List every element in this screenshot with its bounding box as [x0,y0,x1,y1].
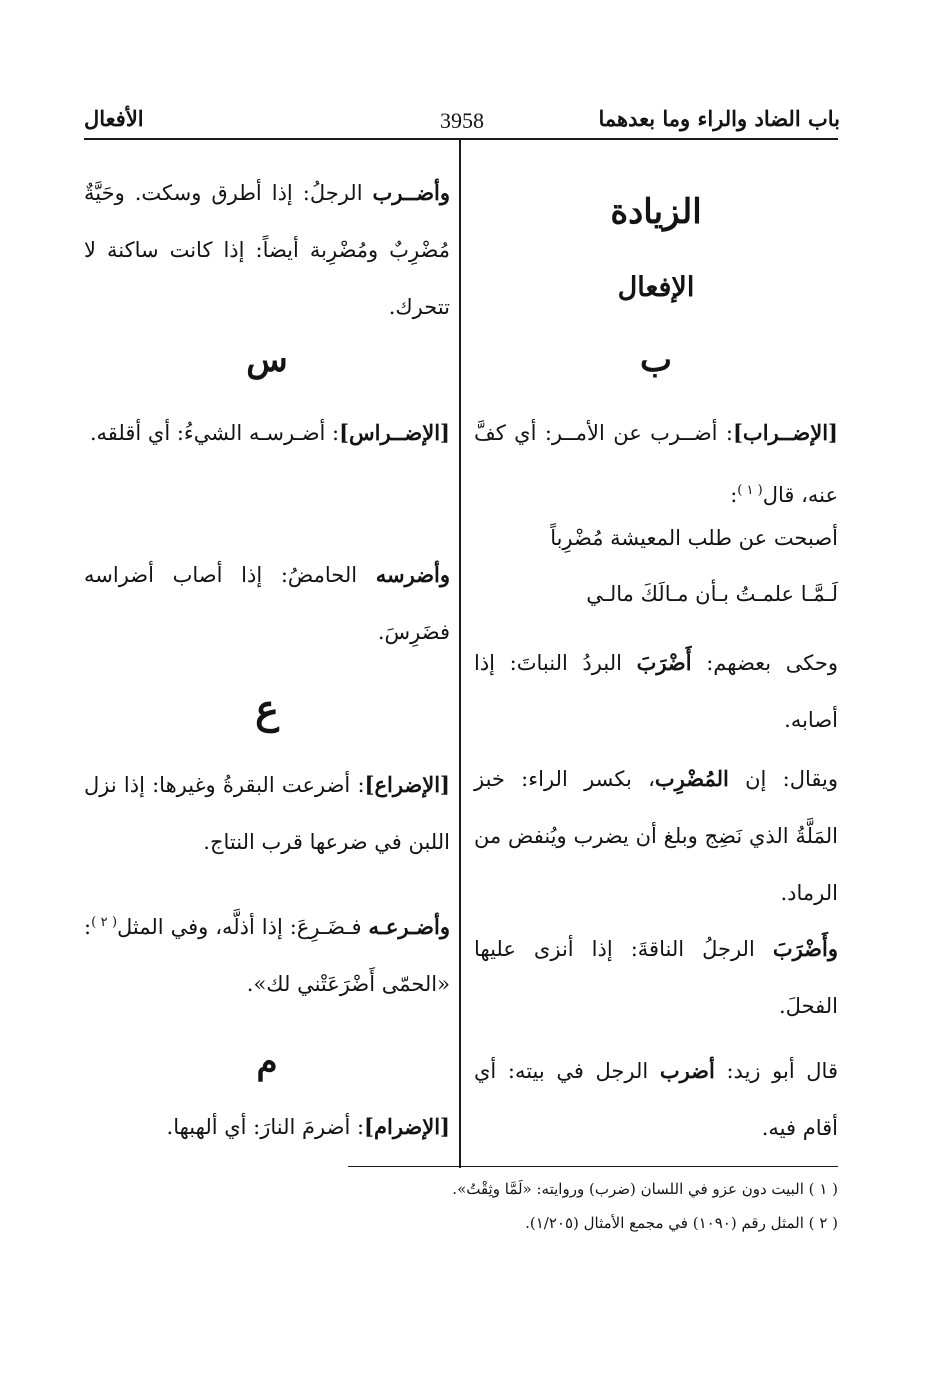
running-header-chapter: باب الضاد والراء وما بعدهما [598,106,840,131]
entry-text: : أضــرب عن الأمــر: أي كفَّ عنه، قال [474,421,838,507]
footnote-ref: ( ١ ) [737,483,763,498]
entry-idra [84,756,450,871]
letter-heading-sin: س [246,340,288,380]
entry-text-end: : [730,483,738,507]
entry-adraahu [84,894,450,1013]
entry-mudrib [474,750,838,922]
entry-adrab-bayt [474,1042,838,1157]
entry-headword: وأضـرعـه [368,914,450,939]
entry-headword: وأَضْرَبَ [772,936,838,961]
entry-text: : «الحمّى أَضْرَعَتْني لك». [84,915,450,996]
entry-adrab-atraqa [84,164,450,336]
verse-line-1: أصبحت عن طلب المعيشة مُضْرِباً [550,526,838,550]
entry-text: الرجلُ: إذا أطرق وسكت. وحَيَّةٌ مُضْرِبٌ ومُضْرِبة أيضاً: إذا كانت ساكنة لا تتحرك. [84,181,450,319]
letter-heading-ain: ع [255,686,279,733]
entry-headword: وأضرسه [375,562,450,587]
entry-idrab [474,404,838,524]
letter-heading-ba: ب [639,340,672,380]
entry-headword: وأضــرب [372,180,450,205]
entry-text: ، بكسر الراء: خبز المَلَّةُ الذي نَضِج وبلغ أن يضرب ويُنفض من الرماد. [474,767,838,905]
footnote-ref: ( ٢ ) [91,915,118,930]
entry-headword: أَضْرَبَ [636,650,692,675]
entry-text: الرجلُ الناقةَ: إذا أنزى عليها الفحلَ. [474,937,838,1018]
entry-text: وحكى بعضهم: [691,651,838,675]
entry-headword: أضرب [659,1058,715,1083]
entry-headword: [الإضــراس] [339,420,450,445]
entry-headword: [الإضــراب] [732,420,838,445]
header-rule [84,138,838,140]
entry-adrab-naqa [474,920,838,1035]
entry-adrasahu [84,546,450,661]
entry-headword: المُضْرِب [654,766,729,791]
page-number: 3958 [440,108,484,133]
footnote-2: ( ٢ ) المثل رقم (١٠٩٠) في مجمع الأمثال (١/٢٠٥). [525,1214,838,1232]
entry-text: فـضَـرِعَ: إذا أذلَّه، وفي المثل [117,915,369,939]
entry-text: ويقال: إن [728,767,838,791]
subsection-heading: الإفعال [617,272,695,303]
section-heading: الزيادة [610,192,702,232]
entry-headword: [الإضراع] [364,772,450,797]
entry-text: : أضـرسـه الشيءُ: أي أقلقه. [89,421,340,445]
entry-text: البردُ النباتَ: إذا أصابه. [474,651,838,732]
entry-text: الرجل في بيته: أي أقام فيه. [474,1059,838,1140]
entry-text: الحامضُ: إذا أصاب أضراسه فضَرِسَ. [84,563,450,644]
letter-heading-mim: م [256,1042,278,1082]
entry-idras [84,404,450,462]
entry-text: : أضرعت البقرةُ وغيرها: إذا نزل اللبن في ضرعها قرب النتاج. [84,773,450,854]
entry-adrab-bard [474,634,838,749]
entry-text: : أضرمَ النارَ: أي ألهبها. [166,1115,365,1139]
footnote-1: ( ١ ) البيت دون عزو في اللسان (ضرب) وروايته: «لَمَّا وثِقْتُ». [452,1180,838,1198]
running-header-section: الأفعال [84,106,144,131]
column-divider [459,140,461,1168]
verse-line-2: لَـمَّـا علمـتُ بـأن مـالَكَ مالـي [586,582,838,606]
entry-headword: [الإضرام] [364,1114,450,1139]
entry-idram [84,1098,450,1156]
entry-text: قال أبو زيد: [714,1059,838,1083]
footnote-rule [348,1166,838,1167]
